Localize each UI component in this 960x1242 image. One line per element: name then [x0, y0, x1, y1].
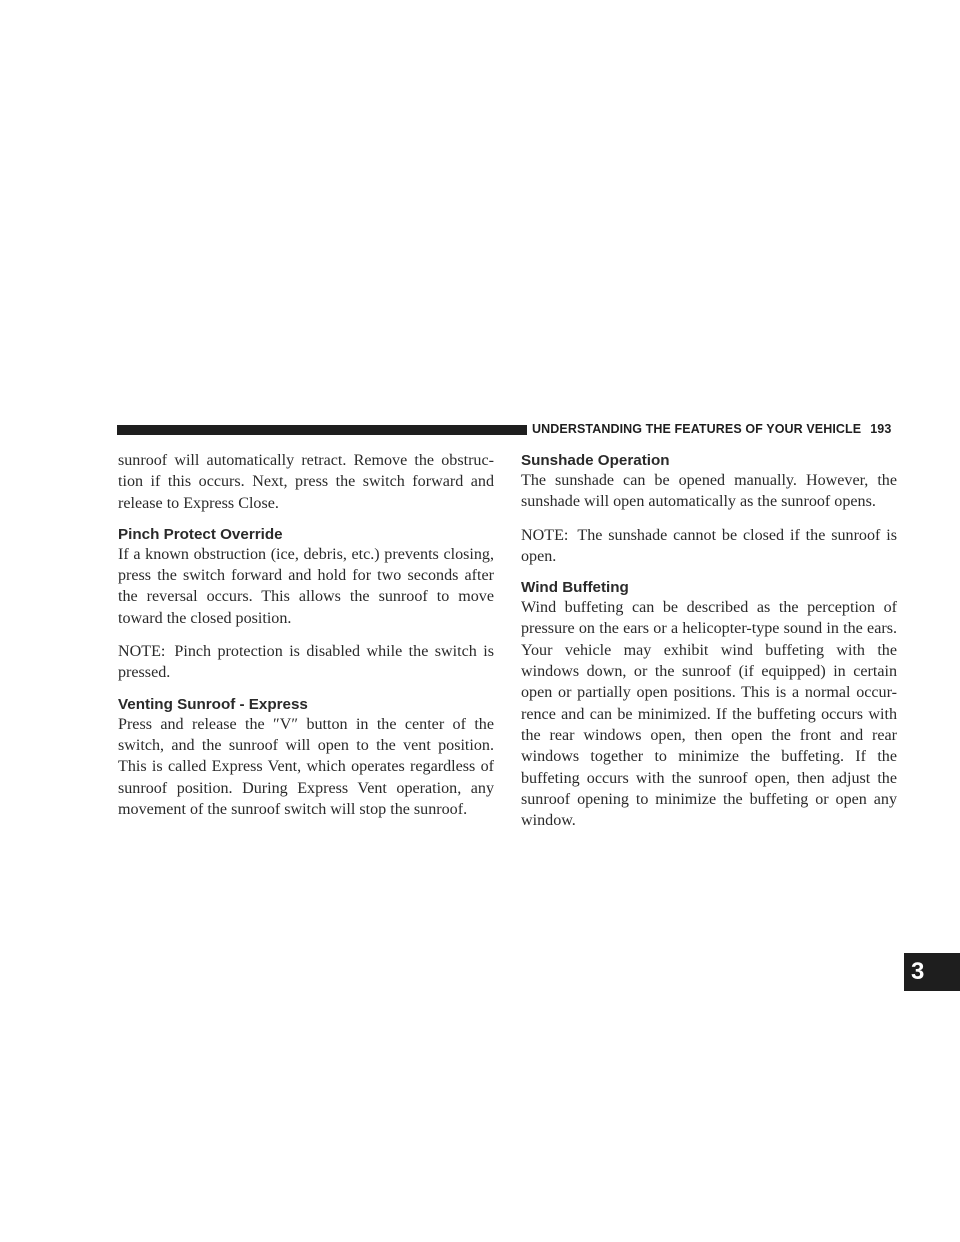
section-title: UNDERSTANDING THE FEATURES OF YOUR VEHICLE: [532, 422, 862, 436]
venting-sunroof-heading: Venting Sunroof - Express: [118, 695, 308, 713]
header-rule: [117, 425, 527, 435]
note-label: NOTE:: [118, 643, 166, 661]
right-column: [521, 450, 897, 843]
running-header: [532, 422, 891, 436]
sunshade-paragraph: The sunshade can be opened manually. However, the sunshade will open automatically as the sunroof opens.: [521, 472, 897, 511]
note-text: Pinch protection is disabled while the switch is pressed.: [118, 643, 494, 682]
pinch-protect-note: [118, 641, 494, 684]
pinch-protect-paragraph: If a known obstruction (ice, debris, etc.) prevents closing, press the switch forward and hold for two seconds after the reversal occurs. This allows the sunroof to move toward the closed position.: [118, 545, 494, 627]
wind-buffeting-paragraph: Wind buffeting can be described as the perception of pressure on the ears or a helicopter-type sound in the ears. Your vehicle may exhibit wind buffeting with the windows down, or the sunroof (if equipped) in certain open or partially open positions. This is a normal occur- rence and can be minimized. If the buffeting occurs with the rear windows open, then open the front and rear windows together to minimize the buffeting. If the buffeting occurs with the sunroof open, then adjust the sunroof opening to minimize the buffeting or open any window.: [521, 599, 897, 830]
sunshade-heading: Sunshade Operation: [521, 452, 670, 469]
pinch-protect-heading: Pinch Protect Override: [118, 525, 283, 543]
note-text: The sunshade cannot be closed if the sunroof is open.: [521, 526, 897, 565]
chapter-tab: 3: [904, 953, 960, 991]
left-column: [118, 450, 494, 832]
note-label: NOTE:: [521, 526, 569, 544]
intro-paragraph: sunroof will automatically retract. Remove the obstruc- tion if this occurs. Next, press the switch forward and release to Express Close.: [118, 452, 494, 512]
sunshade-note: [521, 525, 897, 568]
page-number: 193: [870, 422, 892, 436]
wind-buffeting-heading: Wind Buffeting: [521, 579, 629, 597]
venting-sunroof-paragraph: Press and release the ″V″ button in the center of the switch, and the sunroof will open to the vent position. This is called Express Vent, which operates regardless of sunroof position. During Express Vent operation, any movement of the sunroof switch will stop the sunroof.: [118, 715, 494, 818]
